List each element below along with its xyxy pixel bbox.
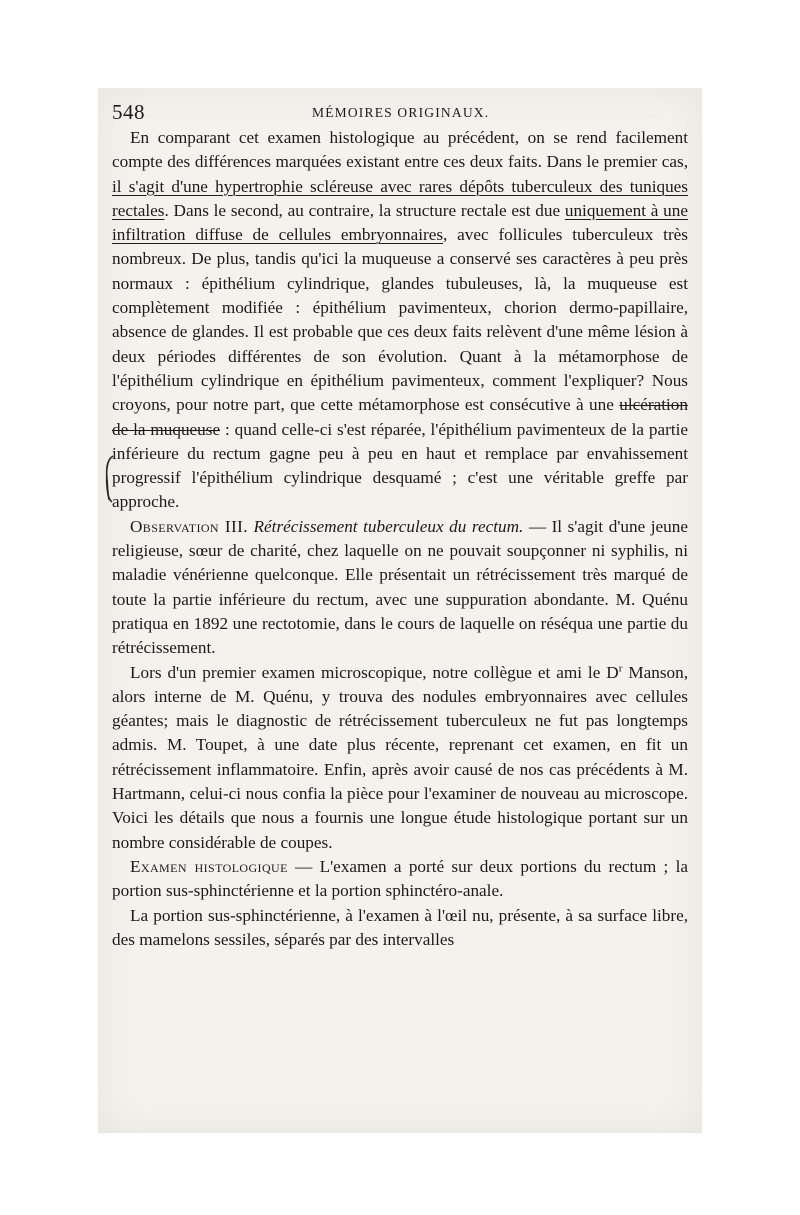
text-run: — L'examen a porté sur deux portions du rectum ; la portion sus-sphinctérienne et la portion sphinctéro-anale.: [112, 856, 688, 901]
text-run: . Dans le second, au contraire, la structure rectale est due: [164, 200, 565, 220]
observation-label: Observation III.: [130, 516, 248, 536]
underlined-phrase: uniquement à une infiltration diffuse de cellules embryonnaires: [112, 200, 688, 245]
text-run: La portion sus-sphinctérienne, à l'examen à l'œil nu, présente, à sa surface libre, des mamelons sessiles, séparés par des intervalles: [112, 905, 688, 949]
paragraph-comparison: [112, 126, 688, 515]
running-title: MÉMOIRES ORIGINAUX.: [312, 105, 490, 120]
paragraph-observation: [112, 515, 688, 661]
text-run: : quand celle-ci s'est réparée, l'épithélium pavimenteux de la partie inférieure du rectum gagne peu à peu en haut et remplace par envahissement progressif l'épithélium cylindrique desquamé ; c'est une véritable greffe par approche.: [112, 419, 688, 512]
text-run: Lors d'un premier examen microscopique, notre collègue et ami le D: [130, 662, 619, 682]
text-run: Manson, alors interne de M. Quénu, y trouva des nodules embryonnaires avec cellules géantes; mais le diagnostic de rétrécissement tuberculeux ne fut pas longtemps admis. M. Toupet, à une date plus récente, reprenant cet examen, en fit un rétrécissement inflammatoire. Enfin, après avoir causé de nos cas précédents à M. Hartmann, celui-ci nous confia la pièce pour l'examiner de nouveau au microscope. Voici les détails que nous a fournis une longue étude histologique portant sur un nombre considérable de coupes.: [112, 662, 688, 852]
page-header: [112, 100, 688, 126]
paragraph-description: [112, 904, 688, 953]
superscript: r: [618, 661, 623, 674]
paragraph-microscopic-exam: [112, 661, 688, 855]
page-number: 548: [112, 100, 145, 124]
paragraph-histology: [112, 855, 688, 904]
section-label: Examen histologique: [130, 856, 288, 876]
struck-phrase: ulcération de la muqueuse: [112, 395, 688, 439]
text-body: [112, 126, 688, 952]
underlined-phrase: il s'agit d'une hypertrophie scléreuse avec rares dépôts tuberculeux des tuniques rectales: [112, 176, 688, 220]
text-run: — Il s'agit d'une jeune religieuse, sœur de charité, chez laquelle on ne pouvait soupçonner ni syphilis, ni maladie vénérienne quelconque. Elle présentait un rétrécissement très marqué de toute la partie inférieure du rectum, avec une suppuration abondante. M. Quénu pratiqua en 1892 une rectotomie, dans le cours de laquelle on réséqua une partie du rétrécissement.: [112, 516, 688, 658]
observation-title: Rétrécissement tuberculeux du rectum.: [253, 516, 524, 536]
text-run: En comparant cet examen histologique au précédent, on se rend facilement compte des différences marquées existant entre ces deux faits. Dans le premier cas,: [112, 128, 688, 172]
text-run: , avec follicules tuberculeux très nombreux. De plus, tandis qu'ici la muqueuse a conservé ses caractères à peu près normaux : épithélium cylindrique, glandes tubuleuses, là, la muqueuse est complètement modifiée : épithélium pavimenteux, chorion dermo-papillaire, absence de glandes. Il est probable que ces deux faits relèvent d'une même lésion à deux périodes différentes de son évolution. Quant à la métamorphose de l'épithélium cylindrique en épithélium pavimenteux, comment l'expliquer? Nous croyons, pour notre part, que cette métamorphose est consécutive à une: [112, 225, 688, 415]
